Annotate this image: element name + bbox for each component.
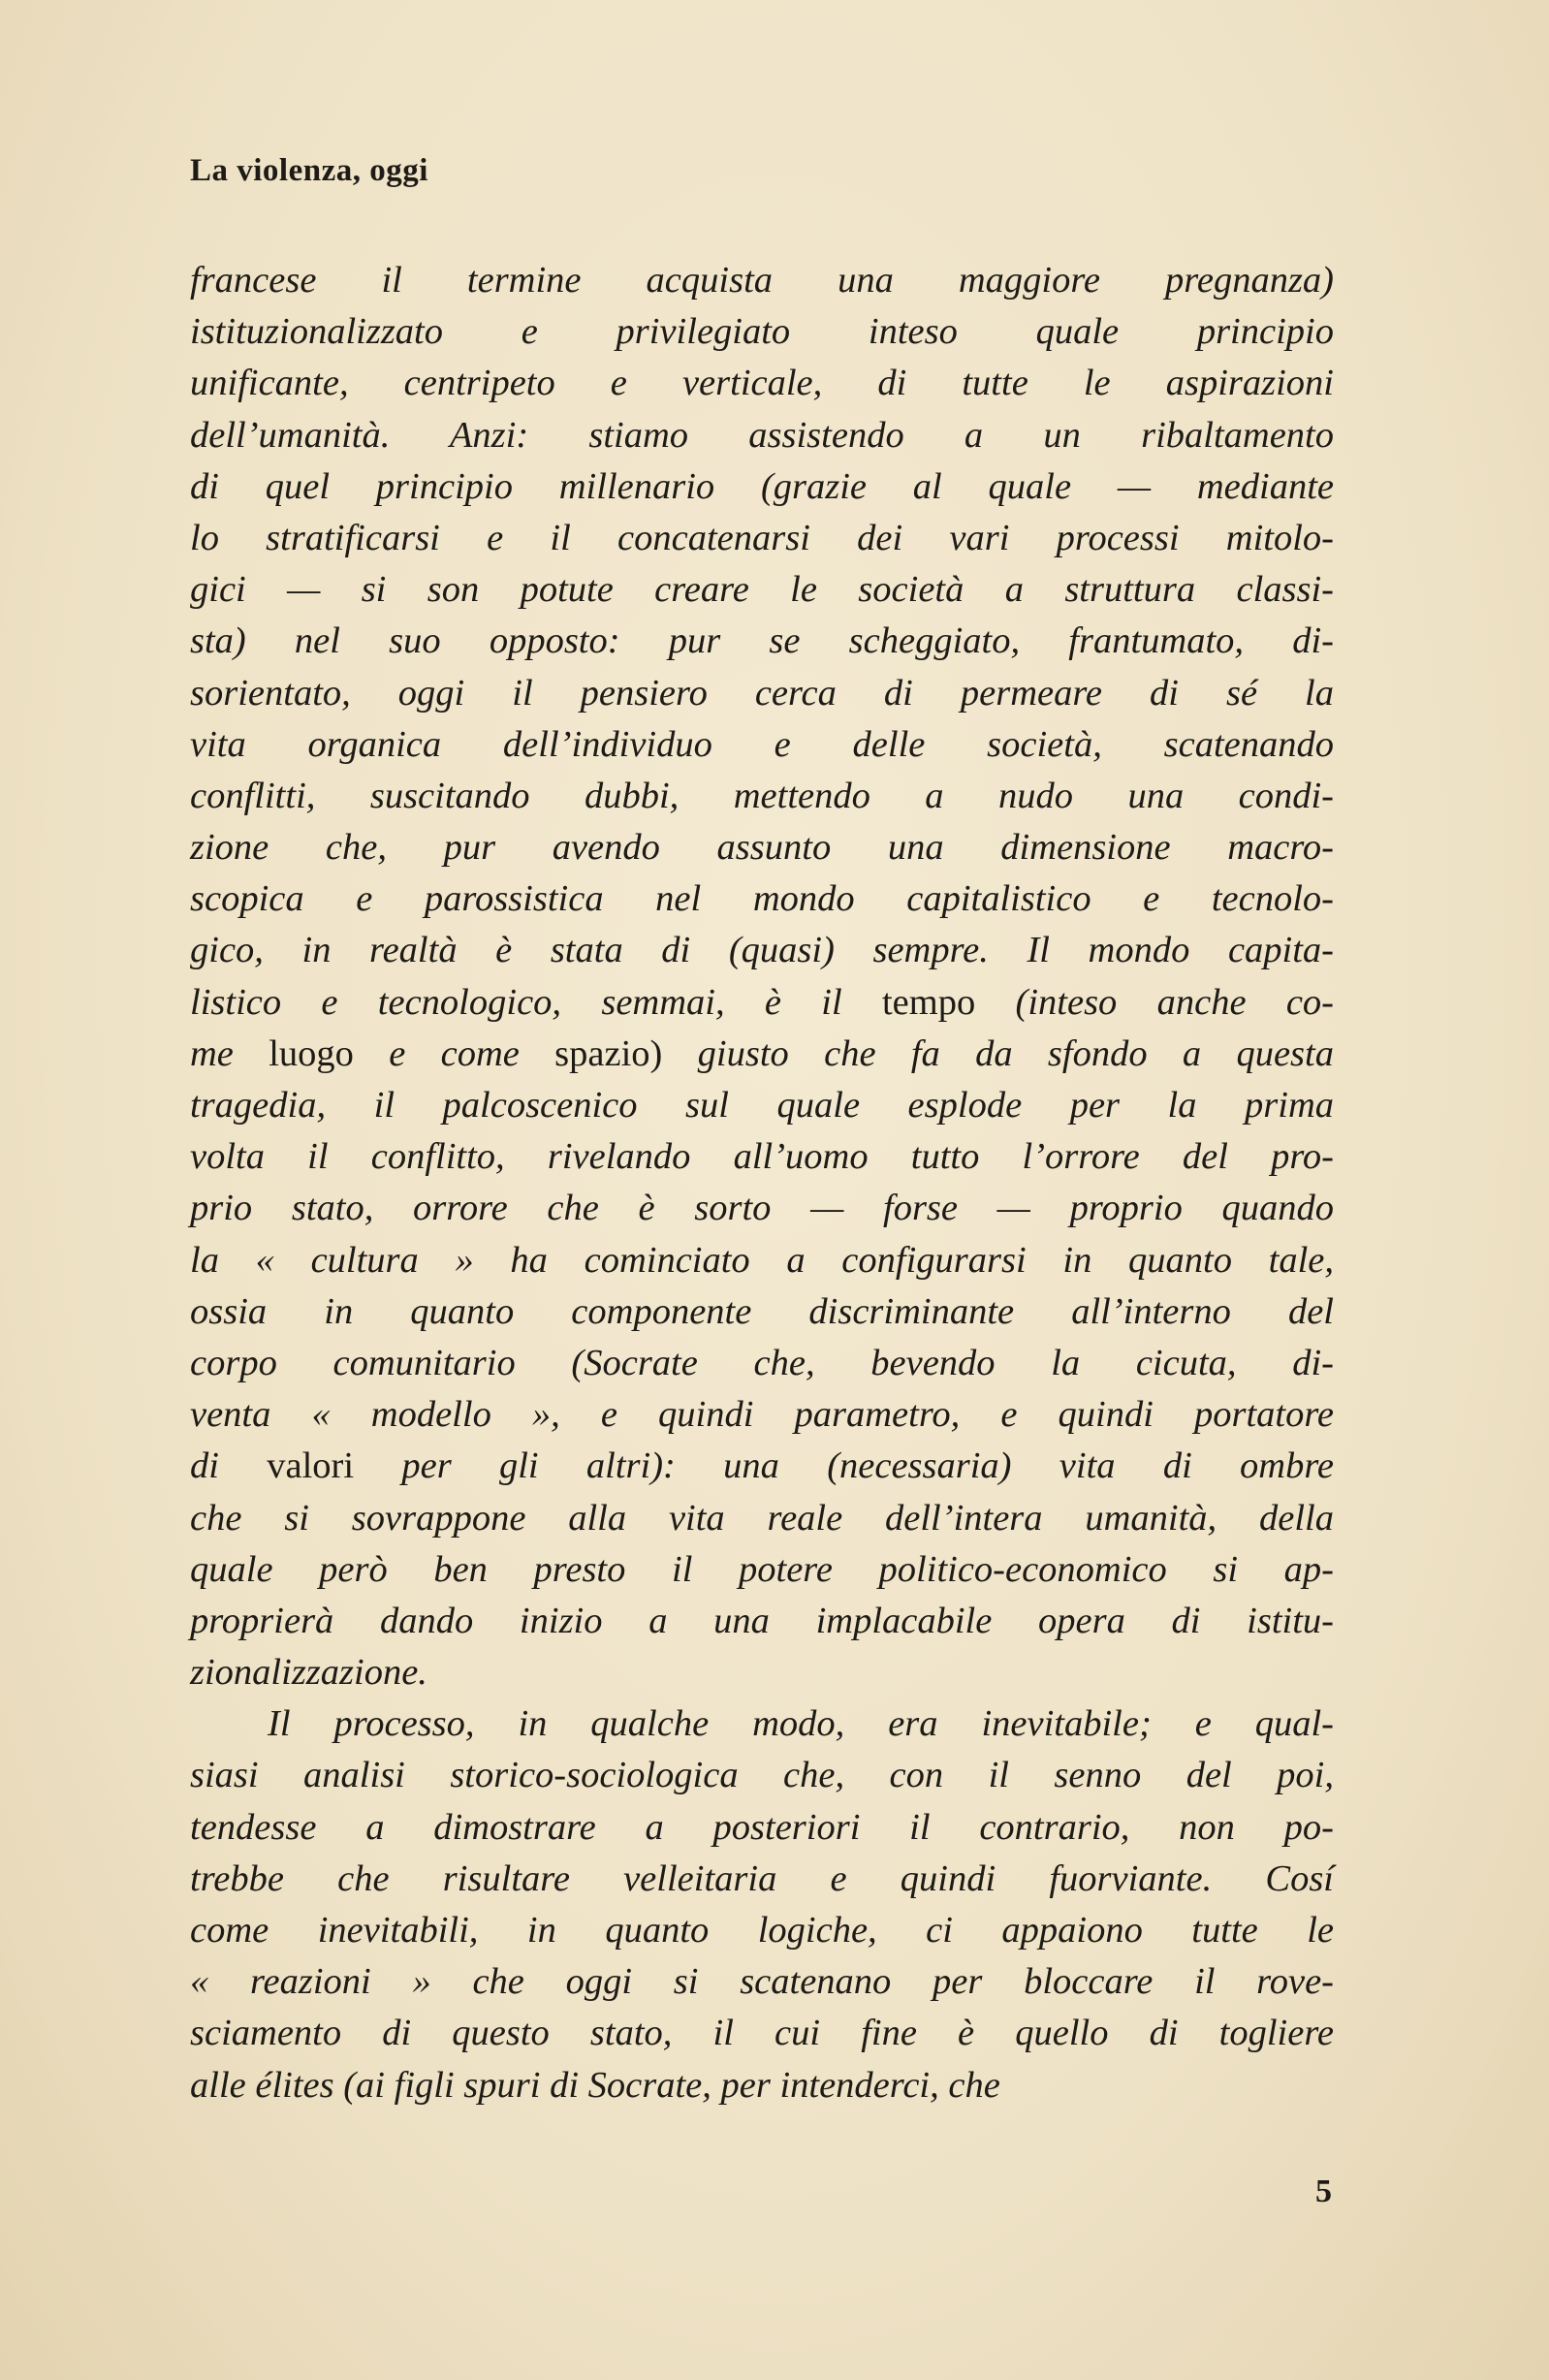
italic-text: sta) nel suo opposto: pur se scheggiato, frantumato, di- [190,620,1334,662]
italic-text: me [190,1032,269,1074]
text-line [190,719,1334,771]
italic-text: trebbe che risultare velleitaria e quindi fuorviante. Cosí [190,1857,1334,1899]
italic-text: conflitti, suscitando dubbi, mettendo a nudo una condi- [190,775,1334,816]
italic-text: Il processo, in qualche modo, era inevitabile; e qual- [268,1703,1334,1745]
text-line [190,461,1334,513]
text-line [190,2008,1334,2059]
italic-text: ossia in quanto componente discriminante all’interno del [190,1290,1334,1332]
text-line [190,410,1334,461]
text-line [190,1596,1334,1647]
italic-text: dell’umanità. Anzi: stiamo assistendo a un ribaltamento [190,414,1334,456]
text-line [190,668,1334,719]
italic-text: unificante, centripeto e verticale, di tutte le aspirazioni [190,363,1334,404]
text-line [190,1493,1334,1544]
text-line [190,513,1334,564]
italic-text: proprierà dando inizio a una implacabile opera di istitu- [190,1600,1334,1641]
italic-text: lo stratificarsi e il concatenarsi dei vari processi mitolo- [190,517,1334,558]
text-line [190,1235,1334,1286]
text-line [190,925,1334,976]
italic-text: che si sovrappone alla vita reale dell’intera umanità, della [190,1497,1334,1539]
text-line [190,1286,1334,1338]
italic-text: per gli altri): una (necessaria) vita di ombre [354,1445,1334,1487]
italic-text: come inevitabili, in quanto logiche, ci appaiono tutte le [190,1910,1334,1951]
text-line [190,1029,1334,1080]
italic-text: volta il conflitto, rivelando all’uomo tutto l’orrore del pro- [190,1136,1334,1178]
text-line [190,1131,1334,1183]
italic-text: listico e tecnologico, semmai, è il [190,981,882,1023]
italic-text: e come [353,1032,555,1074]
text-line [190,1750,1334,1801]
italic-text: corpo comunitario (Socrate che, bevendo la cicuta, di- [190,1342,1334,1383]
text-line [190,1080,1334,1131]
italic-text: la « cultura » ha cominciato a configurarsi in quanto tale, [190,1239,1334,1281]
text-line [190,1544,1334,1596]
text-line [190,1698,1334,1750]
text-line [190,1441,1334,1492]
italic-text: quale però ben presto il potere politico-economico si ap- [190,1548,1334,1590]
text-line [190,977,1334,1029]
italic-text: tendesse a dimostrare a posteriori il contrario, non po- [190,1806,1334,1848]
text-line [190,1338,1334,1389]
text-line [190,1647,1334,1698]
italic-text: gici — si son potute creare le società a struttura classi- [190,569,1334,611]
text-line [190,1854,1334,1905]
text-line [190,1802,1334,1854]
italic-text: scopica e parossistica nel mondo capitalistico e tecnolo- [190,878,1334,920]
text-line [190,1905,1334,1956]
text-line [190,306,1334,358]
italic-text: francese il termine acquista una maggiore pregnanza) [190,260,1334,301]
italic-text: zione che, pur avendo assunto una dimensione macro- [190,827,1334,869]
text-line [190,1183,1334,1234]
italic-text: zionalizzazione. [190,1652,427,1694]
text-line [190,358,1334,409]
italic-text: sciamento di questo stato, il cui fine è quello di togliere [190,2013,1334,2054]
italic-text: « reazioni » che oggi si scatenano per bloccare il rove- [190,1961,1334,2003]
body-text [190,255,1334,2111]
italic-text: venta « modello », e quindi parametro, e quindi portatore [190,1394,1334,1436]
text-line [190,1389,1334,1441]
upright-text: tempo [881,981,976,1023]
text-line [190,564,1334,616]
italic-text: (inteso anche co- [975,981,1335,1023]
text-line [190,873,1334,925]
italic-text: vita organica dell’individuo e delle società, scatenando [190,723,1334,765]
text-line [190,822,1334,873]
italic-text: istituzionalizzato e privilegiato inteso quale principio [190,311,1334,353]
running-header: La violenza, oggi [190,153,428,188]
upright-text: valori [267,1445,355,1487]
text-line [190,2060,1334,2111]
text-line [190,771,1334,822]
italic-text: prio stato, orrore che è sorto — forse — proprio quando [190,1188,1334,1229]
italic-text: di [190,1445,268,1487]
text-line [190,1956,1334,2008]
upright-text: luogo [269,1032,354,1074]
italic-text: gico, in realtà è stata di (quasi) sempre. Il mondo capita- [190,930,1334,971]
italic-text: di quel principio millenario (grazie al quale — mediante [190,465,1334,507]
page-number: 5 [1315,2174,1332,2209]
italic-text: sorientato, oggi il pensiero cerca di permeare di sé la [190,672,1334,714]
italic-text: tragedia, il palcoscenico sul quale esplode per la prima [190,1085,1334,1126]
text-line [190,616,1334,667]
italic-text: giusto che fa da sfondo a questa [662,1032,1334,1074]
italic-text: siasi analisi storico-sociologica che, con il senno del poi, [190,1755,1334,1796]
text-line [190,255,1334,306]
upright-text: spazio) [554,1032,663,1074]
italic-text: alle élites (ai figli spuri di Socrate, per intenderci, che [190,2064,1000,2106]
